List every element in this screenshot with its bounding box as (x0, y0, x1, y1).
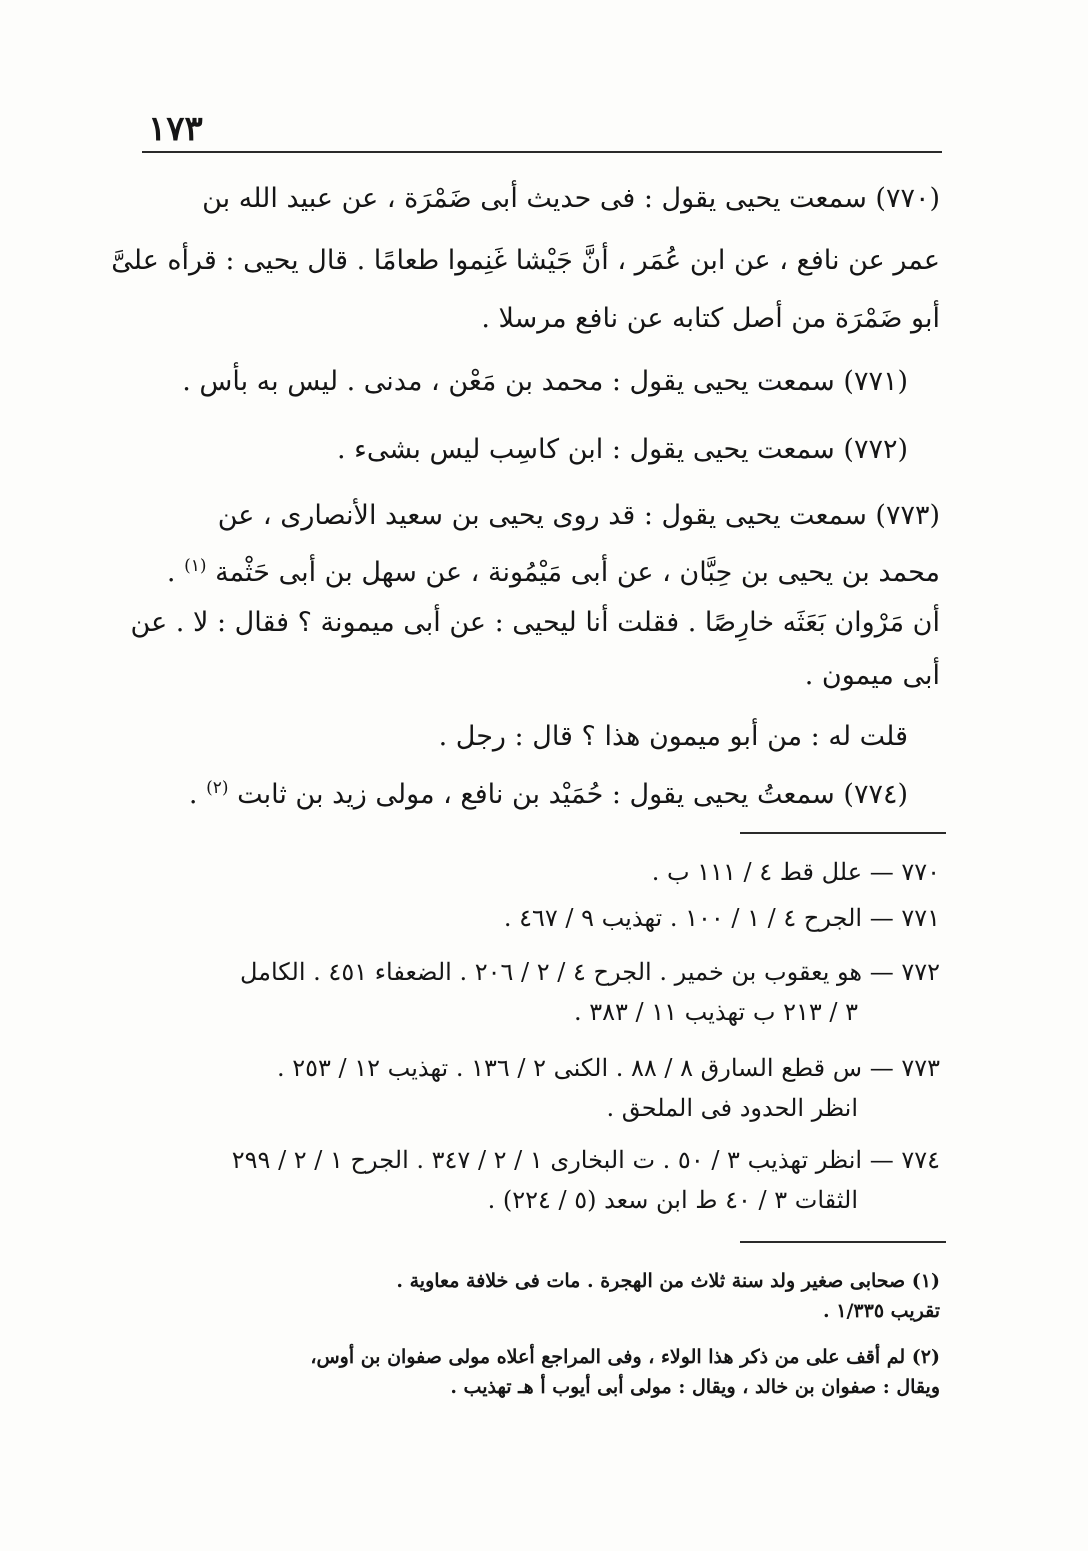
entry-773-question: قلت له : من أبو ميمون هذا ؟ قال : رجل . (438, 721, 908, 752)
reference-773-line-2: انظر الحدود فى الملحق . (606, 1094, 858, 1122)
entry-773-line-1: (٧٧٣) سمعت يحيى يقول : قد روى يحيى بن سعيد الأنصارى ، عن (217, 500, 940, 531)
entry-773-line-2-text: محمد بن يحيى بن حِبَّان ، عن أبى مَيْمُونة ، عن سهل بن أبى حَثْمة (215, 557, 940, 588)
header-rule (142, 151, 942, 153)
page-number: ١٧٣ (148, 109, 203, 149)
entry-772: (٧٧٢) سمعت يحيى يقول : ابن كاسِب ليس بشىء . (336, 434, 908, 465)
reference-770: ٧٧٠ — علل قط ٤ / ١١١ ب . (651, 858, 940, 886)
entry-773-line-4: أبى ميمون . (804, 660, 940, 691)
footnote-marker-1: (١) (184, 556, 207, 576)
reference-774-line-1: ٧٧٤ — انظر تهذيب ٣ / ٥٠ . ت البخارى ١ / ٢ / ٣٤٧ . الجرح ١ / ٢ / ٢٩٩ (231, 1146, 940, 1174)
footnote-1-line-2: تقريب ١/٣٣٥ . (823, 1300, 940, 1322)
reference-772-line-1: ٧٧٢ — هو يعقوب بن خمير . الجرح ٤ / ٢ / ٢٠٦ . الضعفاء ٤٥١ . الكامل (239, 958, 940, 986)
entry-771: (٧٧١) سمعت يحيى يقول : محمد بن مَعْن ، مدنى . ليس به بأس . (182, 366, 908, 397)
footnotes-rule (740, 1241, 946, 1243)
footnote-2-line-1: (٢) لم أقف على من ذكر هذا الولاء ، وفى المراجع أعلاه مولى صفوان بن أوس، (310, 1346, 940, 1368)
footnote-2-line-2: ويقال : صفوان بن خالد ، ويقال : مولى أبى أيوب أ هـ تهذيب . (450, 1376, 940, 1398)
entry-774-text: (٧٧٤) سمعتُ يحيى يقول : حُمَيْد بن نافع ، مولى زيد بن ثابت (237, 779, 908, 810)
entry-773-line-2-period: . (166, 557, 176, 588)
entry-770-line-3: أبو ضَمْرَة من أصل كتابه عن نافع مرسلا . (481, 303, 940, 334)
entry-770-line-1: (٧٧٠) سمعت يحيى يقول : فى حديث أبى ضَمْرَة ، عن عبيد الله بن (202, 183, 940, 214)
footnote-1-line-1: (١) صحابى صغير ولد سنة ثلاث من الهجرة . مات فى خلافة معاوية . (396, 1270, 940, 1292)
entry-774-period: . (188, 779, 198, 810)
reference-772-line-2: ٣ / ٢١٣ ب تهذيب ١١ / ٣٨٣ . (573, 998, 858, 1026)
references-rule (740, 832, 946, 834)
footnote-marker-2: (٢) (206, 778, 229, 798)
entry-770-line-2: عمر عن نافع ، عن ابن عُمَر ، أنَّ جَيْشا غَنِموا طعامًا . قال يحيى : قرأه علىَّ (111, 245, 940, 276)
reference-774-line-2: الثقات ٣ / ٤٠ ط ابن سعد (٥ / ٢٢٤) . (487, 1186, 858, 1214)
entry-774 (189, 766, 908, 824)
reference-773-line-1: ٧٧٣ — س قطع السارق ٨ / ٨٨ . الكنى ٢ / ١٣٦ . تهذيب ١٢ / ٢٥٣ . (276, 1054, 940, 1082)
reference-771: ٧٧١ — الجرح ٤ / ١ / ١٠٠ . تهذيب ٩ / ٤٦٧ . (503, 904, 940, 932)
entry-773-line-3: أن مَرْوان بَعَثَه خارِصًا . فقلت أنا ليحيى : عن أبى ميمونة ؟ فقال : لا . عن (130, 607, 940, 638)
